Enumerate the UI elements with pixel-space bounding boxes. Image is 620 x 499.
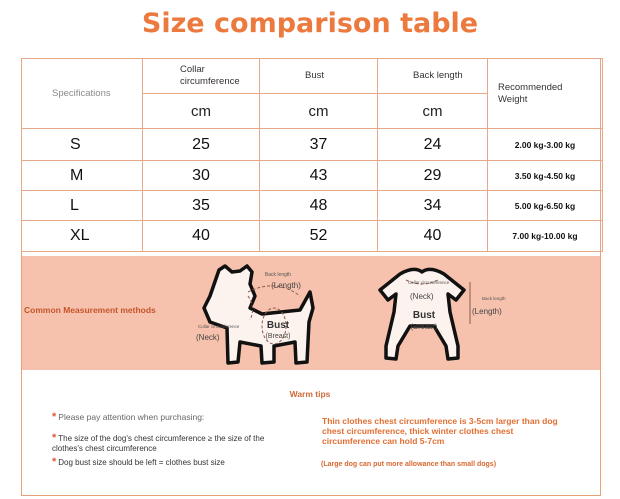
clothes-back-small-label: Back length xyxy=(482,296,506,301)
warm-tip-note: (Large dog can put more allowance than small dogs) xyxy=(321,461,497,468)
back-length-cell: 34 xyxy=(378,191,488,221)
bust-cell: 48 xyxy=(260,191,378,221)
clothes-bust-label: Bust xyxy=(412,310,436,321)
back-length-unit: cm xyxy=(378,94,488,129)
tip-item xyxy=(52,412,292,422)
size-cell: XL xyxy=(22,221,143,252)
bust-unit: cm xyxy=(260,94,378,129)
size-cell: S xyxy=(22,129,143,161)
back-length-cell: 24 xyxy=(378,129,488,161)
table-row xyxy=(22,191,603,221)
weight-cell: 2.00 kg-3.00 kg xyxy=(488,129,603,161)
dog-breast-label: (Breast) xyxy=(265,333,291,340)
clothes-length-label: (Length) xyxy=(472,307,502,316)
table-header-row xyxy=(22,59,603,94)
size-table xyxy=(21,58,603,252)
dog-collar-small-label: Collar circumference xyxy=(198,324,240,329)
tip-text: Dog bust size should be left = clothes bust size xyxy=(58,458,225,467)
clothes-collar-small-label: Collar circumference xyxy=(408,280,450,285)
dog-back-main-label: (Length) xyxy=(271,281,301,290)
back-length-cell: 40 xyxy=(378,221,488,252)
tip-item xyxy=(52,457,297,468)
dog-neck-label: (Neck) xyxy=(196,333,220,342)
bust-header: Bust xyxy=(260,59,378,94)
clothes-neck-label: (Neck) xyxy=(410,292,434,301)
bust-cell: 43 xyxy=(260,161,378,191)
clothes-breast-label: (Breast) xyxy=(410,322,438,331)
collar-cell: 30 xyxy=(143,161,260,191)
clothes-measure-illustration xyxy=(372,262,512,370)
table-row xyxy=(22,221,603,252)
weight-cell: 5.00 kg-6.50 kg xyxy=(488,191,603,221)
warm-tips-title: Warm tips xyxy=(289,389,331,399)
asterisk-icon: * xyxy=(52,456,57,468)
size-cell: L xyxy=(22,191,143,221)
bust-cell: 52 xyxy=(260,221,378,252)
dog-back-small-label: Back length xyxy=(264,272,292,278)
collar-unit: cm xyxy=(143,94,260,129)
specifications-header: Specifications xyxy=(22,59,143,129)
collar-cell: 25 xyxy=(143,129,260,161)
size-cell: M xyxy=(22,161,143,191)
collar-header: Collar circumference xyxy=(143,59,260,94)
asterisk-icon: * xyxy=(52,411,57,423)
dog-bust-label: Bust xyxy=(266,320,290,331)
table-row xyxy=(22,129,603,161)
weight-cell: 3.50 kg-4.50 kg xyxy=(488,161,603,191)
measurement-label: Common Measurement methods xyxy=(24,305,156,315)
tip-text: Please pay attention when purchasing: xyxy=(58,412,205,422)
weight-cell: 7.00 kg-10.00 kg xyxy=(488,221,603,252)
bust-cell: 37 xyxy=(260,129,378,161)
tip-item xyxy=(52,433,297,454)
page-title: Size comparison table xyxy=(141,8,479,39)
collar-cell: 40 xyxy=(143,221,260,252)
back-length-cell: 29 xyxy=(378,161,488,191)
table-row xyxy=(22,161,603,191)
asterisk-icon: * xyxy=(52,432,57,444)
back-length-header: Back length xyxy=(378,59,488,94)
collar-cell: 35 xyxy=(143,191,260,221)
tip-text: The size of the dog's chest circumference ≥ the size of the clothes's chest circumference xyxy=(52,434,265,453)
dog-measure-illustration xyxy=(192,262,342,370)
warm-tip-highlight: Thin clothes chest circumference is 3-5cm larger than dog chest circumference, thick winter clothes chest circumference can hold 5-7cm xyxy=(322,416,558,446)
weight-header: Recommended Weight xyxy=(488,59,603,129)
